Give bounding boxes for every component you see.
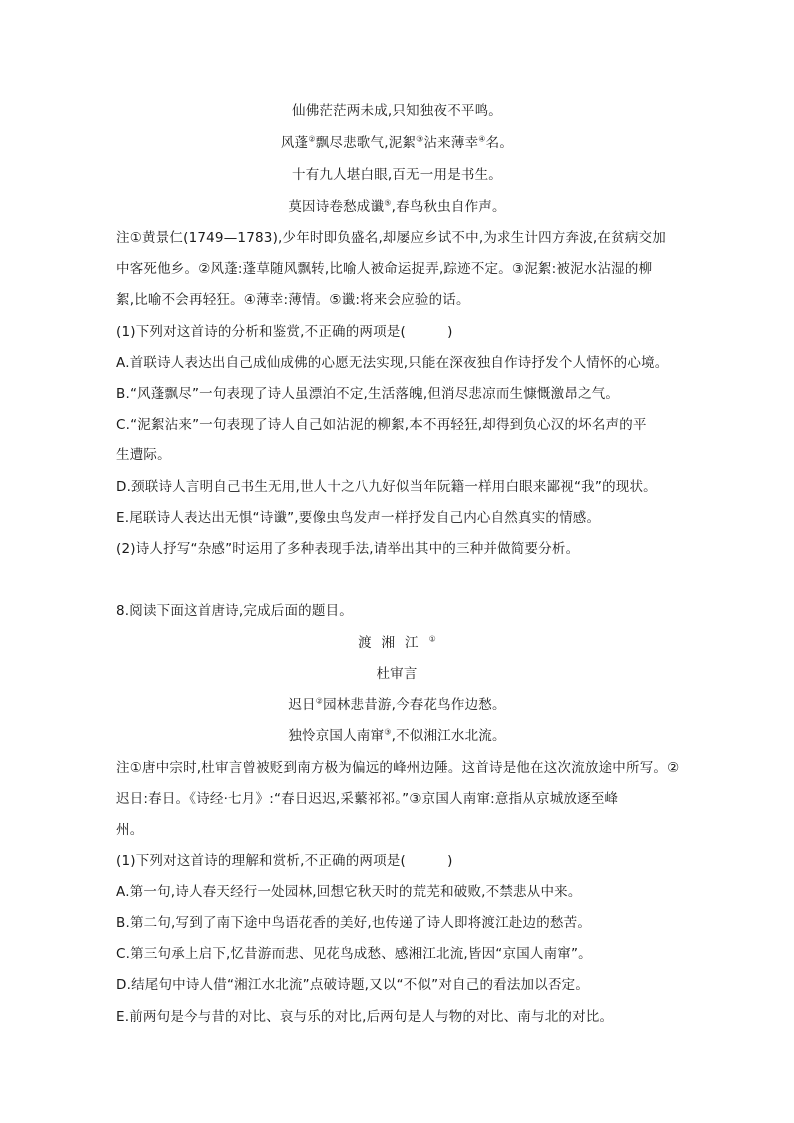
poem1-option-d: D.颈联诗人言明自己书生无用,世人十之八九好似当年阮籍一样用白眼来鄙视“我”的现状。 <box>116 479 657 495</box>
q8-option-d: D.结尾句中诗人借“湘江水北流”点破诗题,又以“不似”对自己的看法加以否定。 <box>116 977 590 993</box>
poem1-option-b: B.“风蓬飘尽”一句表现了诗人虽漂泊不定,生活落魄,但消尽悲凉而生慷慨激昂之气。 <box>116 386 620 402</box>
poem1-note-line-3: 絮,比喻不会再轻狂。④薄幸:薄情。⑤谶:将来会应验的话。 <box>116 292 470 308</box>
q8-intro: 8.阅读下面这首唐诗,完成后面的题目。 <box>116 603 353 619</box>
q8-option-e: E.前两句是今与昔的对比、哀与乐的对比,后两句是人与物的对比、南与北的对比。 <box>116 1009 614 1025</box>
poem-line-1: 仙佛茫茫两未成,只知独夜不平鸣。 <box>292 103 502 119</box>
q8-poem-title: 渡湘江① <box>358 634 436 651</box>
poem-line-2: 风蓬②飘尽悲歌气,泥絮③沾来薄幸④名。 <box>280 134 514 151</box>
q8-note-line-1: 注①唐中宗时,杜审言曾被贬到南方极为偏远的峰州边陲。这首诗是他在这次流放途中所写。② <box>116 760 680 776</box>
poem-line-4: 莫因诗卷愁成谶⑤,春鸟秋虫自作声。 <box>288 198 506 215</box>
poem1-option-c-cont: 生遭际。 <box>116 447 171 463</box>
poem1-note-line-1: 注①黄景仁(1749—1783),少年时即负盛名,却屡应乡试不中,为求生计四方奔波,在贫病交加 <box>116 230 666 246</box>
poem1-option-a: A.首联诗人表达出自己成仙成佛的心愿无法实现,只能在深夜独自作诗抒发个人情怀的心境。 <box>116 355 669 371</box>
q8-option-c: C.第三句承上启下,忆昔游而悲、见花鸟成愁、感湘江北流,皆因“京国人南窜”。 <box>116 946 592 962</box>
poem1-note-line-2: 中客死他乡。②风蓬:蓬草随风飘转,比喻人被命运捉弄,踪迹不定。③泥絮:被泥水沾湿的柳 <box>116 261 653 277</box>
q8-poem-line-1: 迟日②园林悲昔游,今春花鸟作边愁。 <box>288 696 506 713</box>
poem1-question-1: (1)下列对这首诗的分析和鉴赏,不正确的两项是( ) <box>116 324 453 340</box>
q8-poem-line-2: 独怜京国人南窜③,不似湘江水北流。 <box>288 727 506 744</box>
q8-poem-author: 杜审言 <box>376 666 418 682</box>
q8-option-a: A.第一句,诗人春天经行一处园林,回想它秋天时的荒芜和破败,不禁悲从中来。 <box>116 884 582 900</box>
poem1-question-2: (2)诗人抒写“杂感”时运用了多种表现手法,请举出其中的三种并做简要分析。 <box>116 541 580 557</box>
q8-note-line-2: 迟日:春日。《诗经·七月》:“春日迟迟,采蘩祁祁。”③京国人南窜:意指从京城放逐至峰 <box>116 791 619 807</box>
poem1-option-c: C.“泥絮沾来”一句表现了诗人自己如沾泥的柳絮,本不再轻狂,却得到负心汉的坏名声的平 <box>116 417 647 433</box>
q8-question-1: (1)下列对这首诗的理解和赏析,不正确的两项是( ) <box>116 853 453 869</box>
q8-option-b: B.第二句,写到了南下途中鸟语花香的美好,也传递了诗人即将渡江赴边的愁苦。 <box>116 915 592 931</box>
q8-note-line-3: 州。 <box>116 822 144 838</box>
poem1-option-e: E.尾联诗人表达出无惧“诗谶”,要像虫鸟发声一样抒发自己内心自然真实的情感。 <box>116 510 601 526</box>
poem-line-3: 十有九人堪白眼,百无一用是书生。 <box>292 167 502 183</box>
